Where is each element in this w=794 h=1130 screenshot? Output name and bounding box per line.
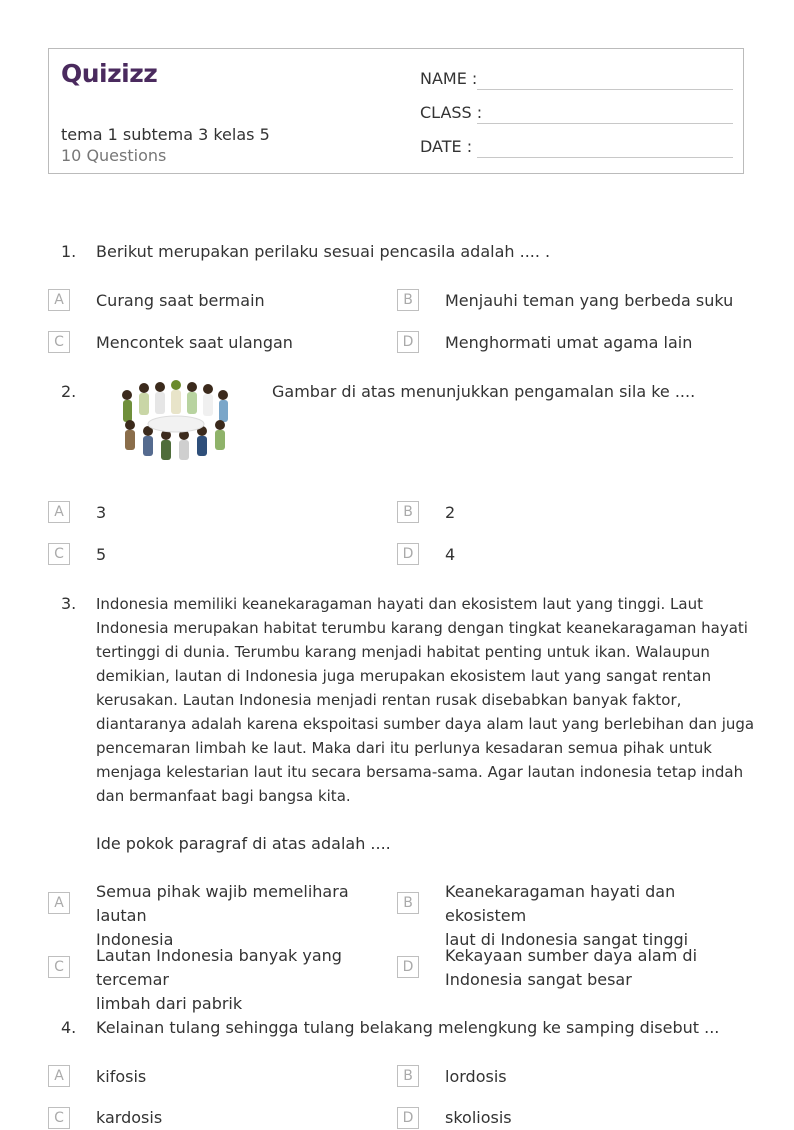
- question-number: 4.: [61, 1018, 77, 1037]
- quizizz-logo: Quizizz: [61, 59, 158, 88]
- passage-line: Indonesia memiliki keanekaragaman hayati dan ekosistem laut yang tinggi. Laut: [96, 595, 703, 613]
- option-text: [445, 880, 745, 952]
- option-letter-box[interactable]: A: [48, 1065, 70, 1087]
- passage-line: kerusakan. Lautan Indonesia menjadi rentan rusak disebabkan banyak faktor,: [96, 691, 682, 709]
- question-number: 1.: [61, 242, 77, 261]
- option-line: Indonesia sangat besar: [445, 970, 632, 989]
- passage-line: dan bermanfaat bagi bangsa kita.: [96, 787, 351, 805]
- option-text: 3: [96, 503, 107, 522]
- date-label: DATE :: [420, 137, 473, 156]
- option-text: Menghormati umat agama lain: [445, 333, 693, 352]
- date-line[interactable]: [477, 157, 733, 158]
- option-line: Indonesia: [96, 930, 174, 949]
- option-letter-box[interactable]: C: [48, 1107, 70, 1129]
- class-line[interactable]: [477, 123, 733, 124]
- option-text: [96, 944, 396, 1016]
- name-line[interactable]: [477, 89, 733, 90]
- option-text: lordosis: [445, 1067, 507, 1086]
- option-letter-box[interactable]: A: [48, 501, 70, 523]
- option-text: [445, 944, 745, 992]
- question-number: 2.: [61, 382, 77, 401]
- passage-line: pencemaran limbah ke laut. Maka dari itu perlunya kesadaran semua pihak untuk: [96, 739, 712, 757]
- name-label: NAME :: [420, 69, 478, 88]
- option-line: Lautan Indonesia banyak yang tercemar: [96, 946, 342, 989]
- option-line: Semua pihak wajib memelihara lautan: [96, 882, 349, 925]
- option-letter-box[interactable]: B: [397, 1065, 419, 1087]
- question-text: Berikut merupakan perilaku sesuai pencasila adalah .... .: [96, 242, 551, 261]
- passage-line: demikian, lautan di Indonesia juga merupakan ekosistem laut yang sangat rentan: [96, 667, 712, 685]
- option-letter-box[interactable]: D: [397, 1107, 419, 1129]
- option-text: [96, 880, 386, 952]
- option-line: laut di Indonesia sangat tinggi: [445, 930, 689, 949]
- question-text: Gambar di atas menunjukkan pengamalan sila ke ....: [272, 382, 696, 401]
- option-letter-box[interactable]: A: [48, 892, 70, 914]
- option-text: kifosis: [96, 1067, 147, 1086]
- option-letter-box[interactable]: A: [48, 289, 70, 311]
- option-letter-box[interactable]: C: [48, 331, 70, 353]
- question-passage: [96, 592, 756, 808]
- question-prompt: Ide pokok paragraf di atas adalah ....: [96, 834, 391, 853]
- option-letter-box[interactable]: C: [48, 956, 70, 978]
- passage-line: menjaga kelestarian laut itu secara bersama-sama. Agar lautan indonesia tetap indah: [96, 763, 744, 781]
- option-letter-box[interactable]: B: [397, 501, 419, 523]
- option-text: kardosis: [96, 1108, 163, 1127]
- option-letter-box[interactable]: D: [397, 543, 419, 565]
- option-text: skoliosis: [445, 1108, 512, 1127]
- option-text: Mencontek saat ulangan: [96, 333, 293, 352]
- worksheet-header: [48, 48, 744, 174]
- option-line: Keanekaragaman hayati dan ekosistem: [445, 882, 676, 925]
- option-text: Curang saat bermain: [96, 291, 265, 310]
- option-letter-box[interactable]: D: [397, 331, 419, 353]
- option-text: 2: [445, 503, 456, 522]
- passage-line: tertinggi di dunia. Terumbu karang menjadi habitat penting untuk ikan. Walaupun: [96, 643, 710, 661]
- option-text: 5: [96, 545, 107, 564]
- passage-line: Indonesia merupakan habitat terumbu karang dengan tingkat keanekaragaman hayati: [96, 619, 748, 637]
- question-text: Kelainan tulang sehingga tulang belakang melengkung ke samping disebut ...: [96, 1018, 720, 1037]
- passage-line: diantaranya adalah karena ekspoitasi sumber daya alam laut yang berlebihan dan juga: [96, 715, 755, 733]
- question-count: 10 Questions: [61, 146, 167, 165]
- option-letter-box[interactable]: D: [397, 956, 419, 978]
- option-letter-box[interactable]: B: [397, 892, 419, 914]
- option-line: limbah dari pabrik: [96, 994, 243, 1013]
- option-text: Menjauhi teman yang berbeda suku: [445, 291, 734, 310]
- option-letter-box[interactable]: B: [397, 289, 419, 311]
- option-letter-box[interactable]: C: [48, 543, 70, 565]
- people-discussion-image: [111, 378, 241, 470]
- option-text: 4: [445, 545, 456, 564]
- worksheet-title: tema 1 subtema 3 kelas 5: [61, 125, 270, 144]
- option-line: Kekayaan sumber daya alam di: [445, 946, 698, 965]
- question-number: 3.: [61, 594, 77, 613]
- class-label: CLASS :: [420, 103, 483, 122]
